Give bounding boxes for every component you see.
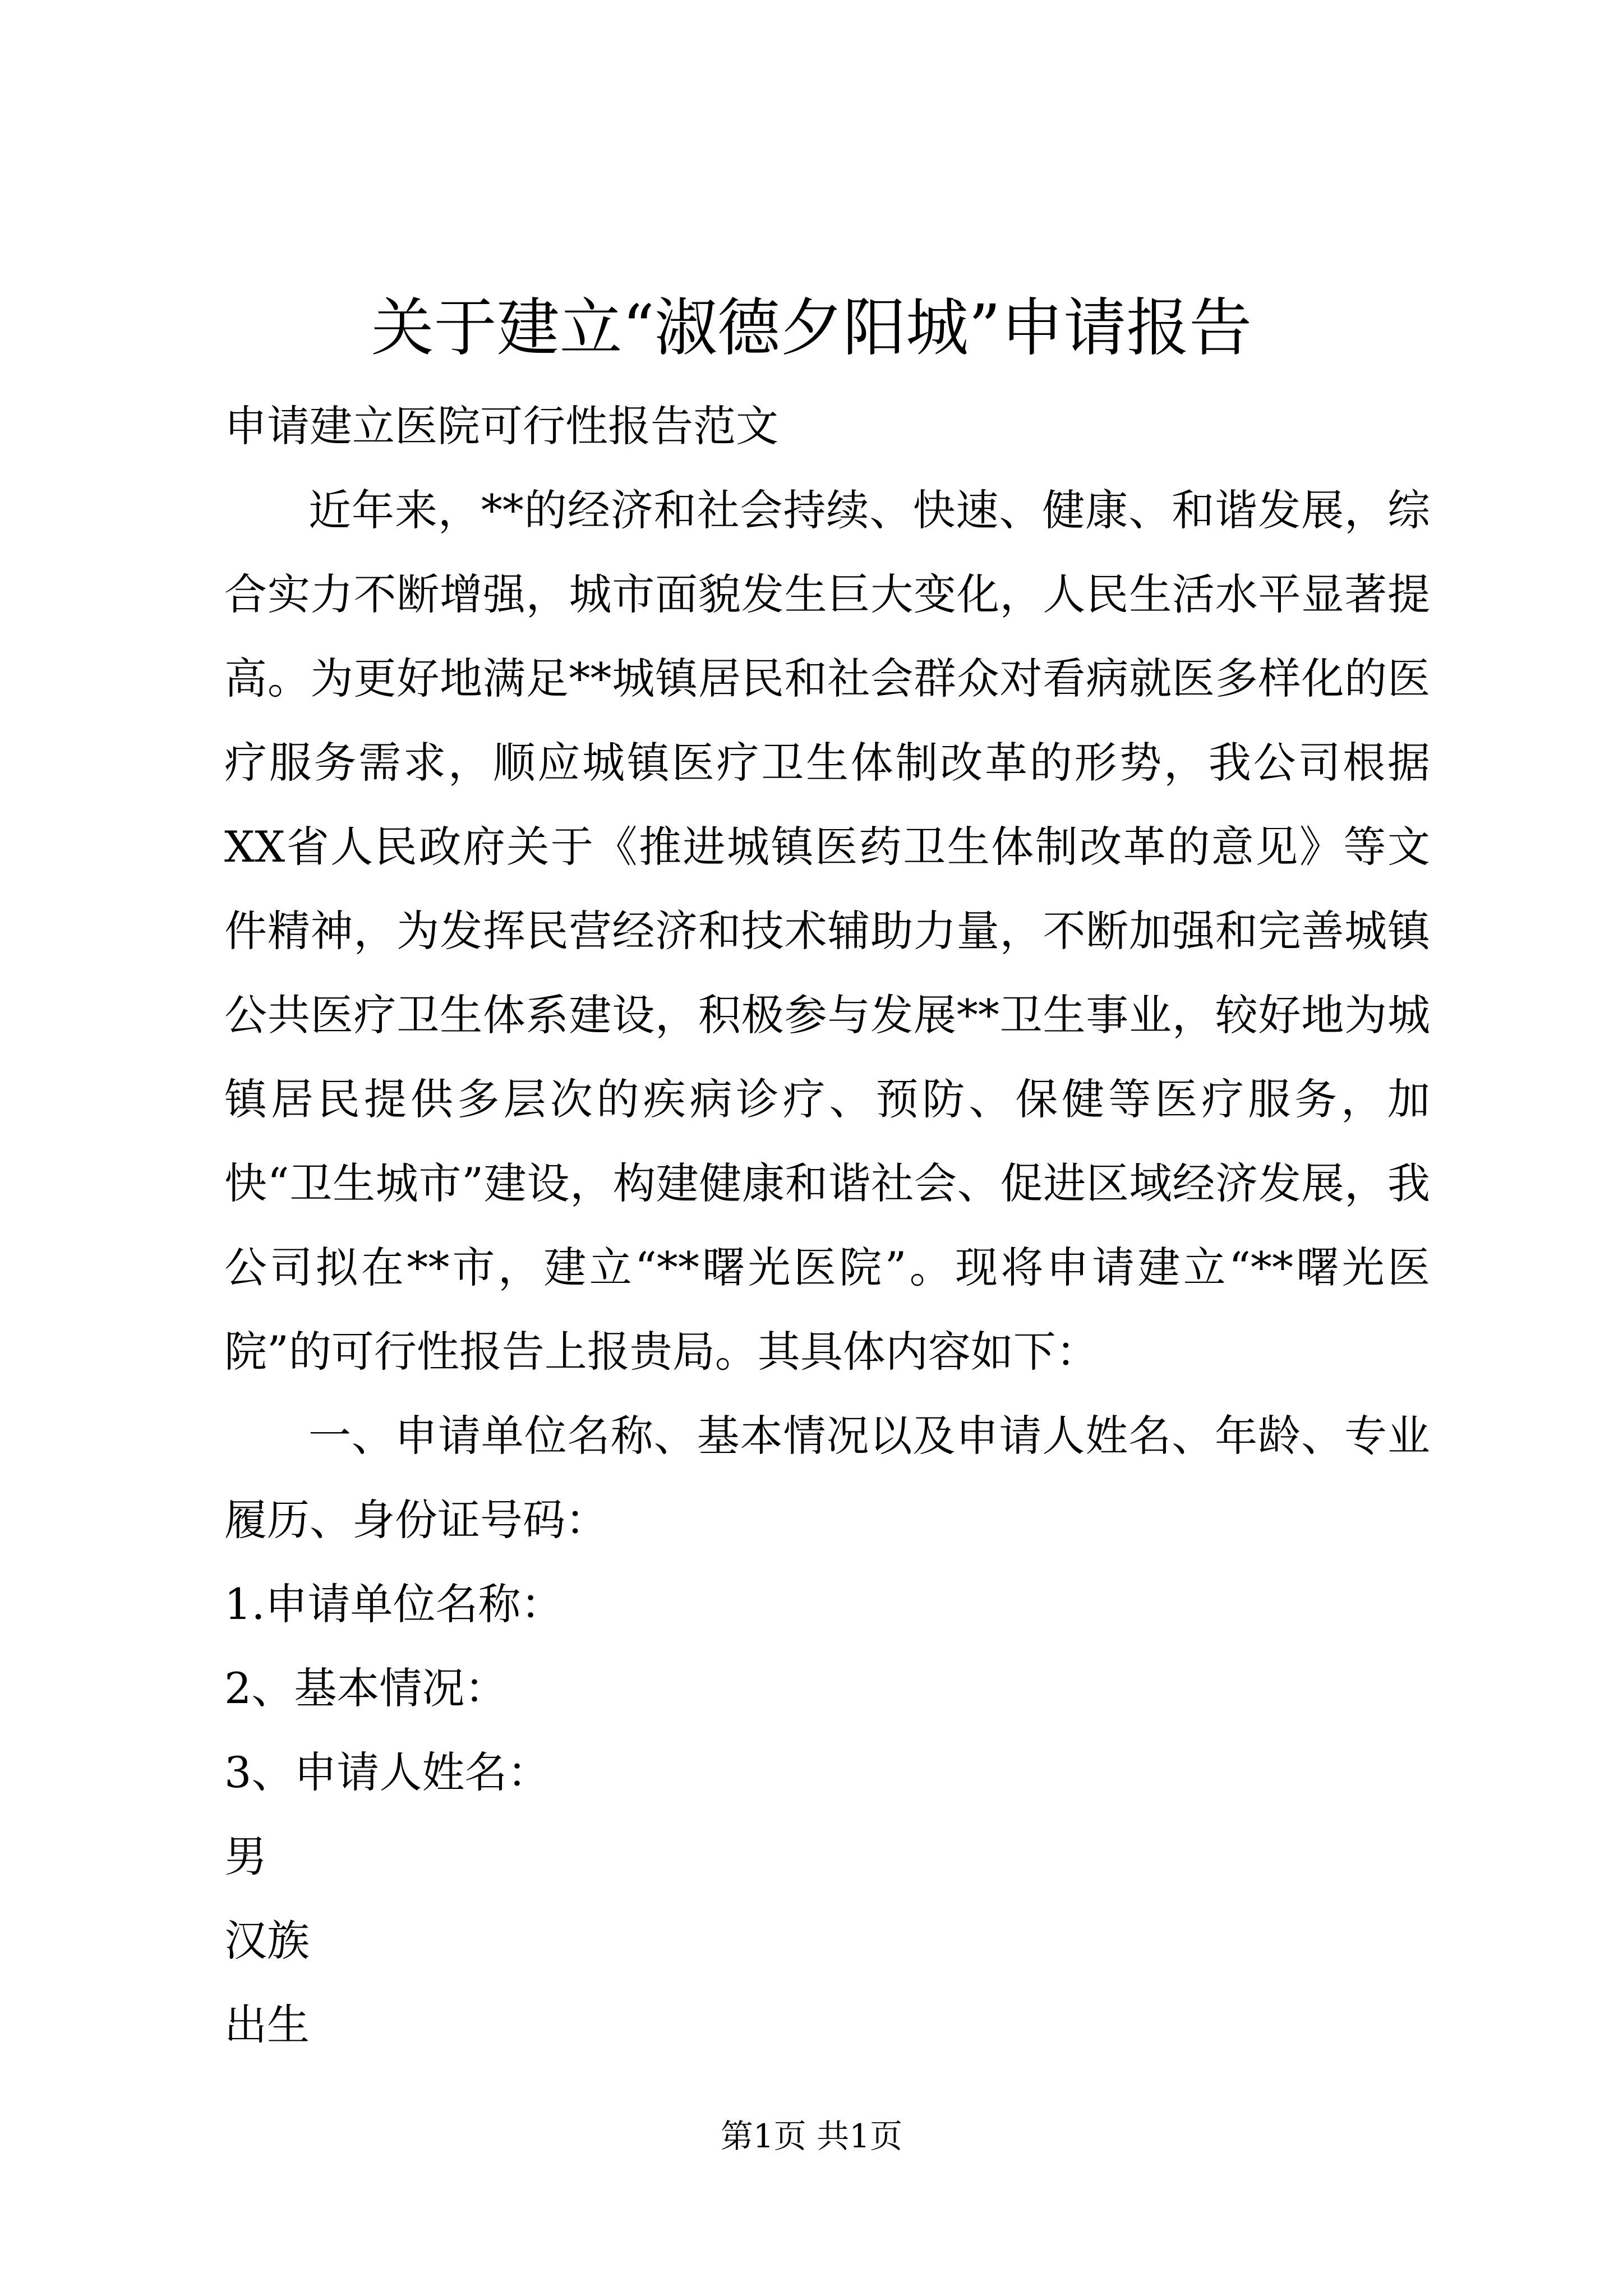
subtitle: 申请建立医院可行性报告范文 bbox=[224, 401, 778, 451]
list-item: 男 bbox=[224, 1832, 267, 1881]
paragraph-intro: 近年来，**的经济和社会持续、快速、健康、和谐发展，综合实力不断增强，城市面貌发生巨大变化，人民生活水平显著提高。为更好地满足**城镇居民和社会群众对看病就医多样化的医疗服务需求，顺应城镇医疗卫生体制改革的形势，我公司根据XX省人民政府关于《推进城镇医药卫生体制改革的意见》等文件精神，为发挥民营经济和技术辅助力量，不断加强和完善城镇公共医疗卫生体系建设，积极参与发展**卫生事业，较好地为城镇居民提供多层次的疾病诊疗、预防、保健等医疗服务，加快“卫生城市”建设，构建健康和谐社会、促进区域经济发展，我公司拟在**市，建立“**曙光医院”。现将申请建立“**曙光医院”的可行性报告上报贵局。其具体内容如下： bbox=[224, 485, 1430, 1377]
document-title: 关于建立“淑德夕阳城”申请报告 bbox=[371, 292, 1252, 365]
page-footer: 第1页 共1页 bbox=[720, 2117, 903, 2155]
list-item: 出生 bbox=[224, 2000, 310, 2050]
list-item: 汉族 bbox=[224, 1916, 310, 1966]
document-body bbox=[224, 384, 1430, 2067]
list-item: 1.申请单位名称： bbox=[224, 1579, 564, 1629]
list-item: 2、基本情况： bbox=[224, 1663, 508, 1713]
list-item: 3、申请人姓名： bbox=[224, 1747, 550, 1797]
section-heading: 一、申请单位名称、基本情况以及申请人姓名、年龄、专业履历、身份证号码： bbox=[224, 1411, 1430, 1545]
